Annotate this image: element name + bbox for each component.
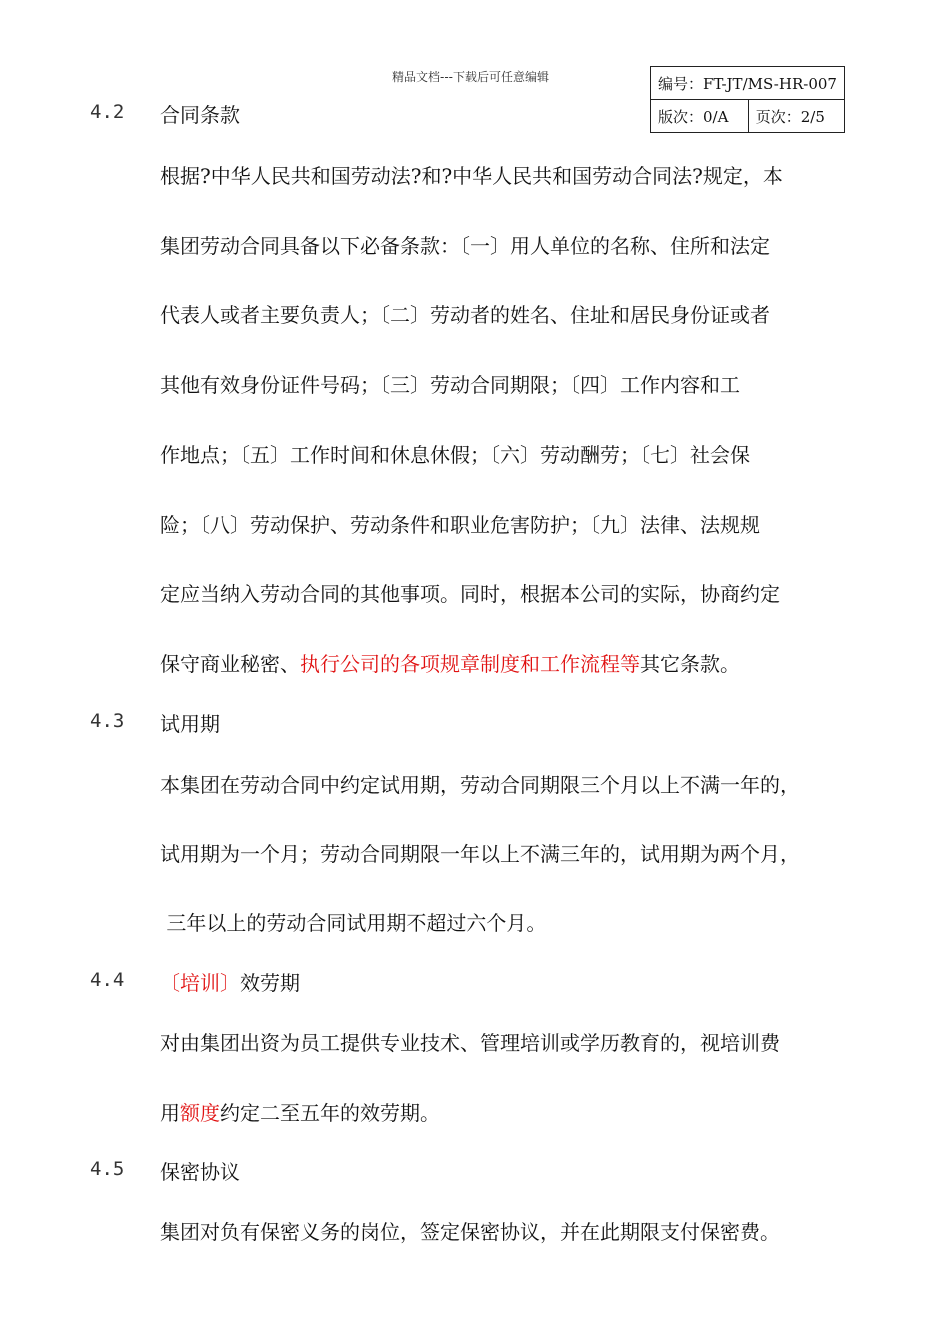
- paragraph-line: [160, 648, 740, 677]
- document-version: 版次：0/A: [651, 100, 749, 133]
- highlighted-text: 额度: [180, 1101, 220, 1125]
- watermark-text: 精品文档---下载后可任意编辑: [392, 70, 549, 84]
- section-title-4-4: [160, 967, 300, 996]
- highlighted-text: 〔培训〕: [160, 971, 240, 995]
- section-title-4-2: 合同条款: [160, 103, 240, 127]
- document-page: 页次：2/5: [748, 100, 844, 133]
- paragraph-line: 集团对负有保密义务的岗位，签定保密协议，并在此期限支付保密费。: [160, 1220, 780, 1244]
- paragraph-line: 根据?中华人民共和国劳动法?和?中华人民共和国劳动合同法?规定，本: [160, 164, 783, 188]
- section-number-4-5: 4.5: [90, 1158, 125, 1180]
- paragraph-line: 试用期为一个月；劳动合同期限一年以上不满三年的，试用期为两个月，: [160, 842, 800, 866]
- text-span: 用: [160, 1101, 180, 1125]
- text-span: 其它条款。: [640, 652, 740, 676]
- section-number-4-3: 4.3: [90, 710, 125, 732]
- text-span: 保守商业秘密、: [160, 652, 300, 676]
- document-info-table: [650, 66, 845, 133]
- paragraph-line: 作地点；〔五〕工作时间和休息休假；〔六〕劳动酬劳；〔七〕社会保: [160, 443, 750, 467]
- paragraph-line: 险；〔八〕劳动保护、劳动条件和职业危害防护；〔九〕法律、法规规: [160, 513, 760, 537]
- section-title-4-5: 保密协议: [160, 1160, 240, 1184]
- paragraph-line: 对由集团出资为员工提供专业技术、管理培训或学历教育的，视培训费: [160, 1031, 780, 1055]
- paragraph-line: 集团劳动合同具备以下必备条款：〔一〕用人单位的名称、住所和法定: [160, 234, 770, 258]
- highlighted-text: 执行公司的各项规章制度和工作流程等: [300, 652, 640, 676]
- text-span: 约定二至五年的效劳期。: [220, 1101, 440, 1125]
- section-number-4-2: 4.2: [90, 101, 125, 123]
- paragraph-line: 本集团在劳动合同中约定试用期，劳动合同期限三个月以上不满一年的，: [160, 773, 800, 797]
- paragraph-line: [160, 1097, 440, 1126]
- section-title-4-3: 试用期: [160, 712, 220, 736]
- text-span: 效劳期: [240, 971, 300, 995]
- document-code: 编号：FT-JT/MS-HR-007: [651, 67, 845, 100]
- paragraph-line: 代表人或者主要负责人；〔二〕劳动者的姓名、住址和居民身份证或者: [160, 303, 770, 327]
- paragraph-line: 定应当纳入劳动合同的其他事项。同时，根据本公司的实际，协商约定: [160, 582, 780, 606]
- section-number-4-4: 4.4: [90, 969, 125, 991]
- paragraph-line: 其他有效身份证件号码；〔三〕劳动合同期限；〔四〕工作内容和工: [160, 373, 740, 397]
- paragraph-line: 三年以上的劳动合同试用期不超过六个月。: [160, 911, 547, 935]
